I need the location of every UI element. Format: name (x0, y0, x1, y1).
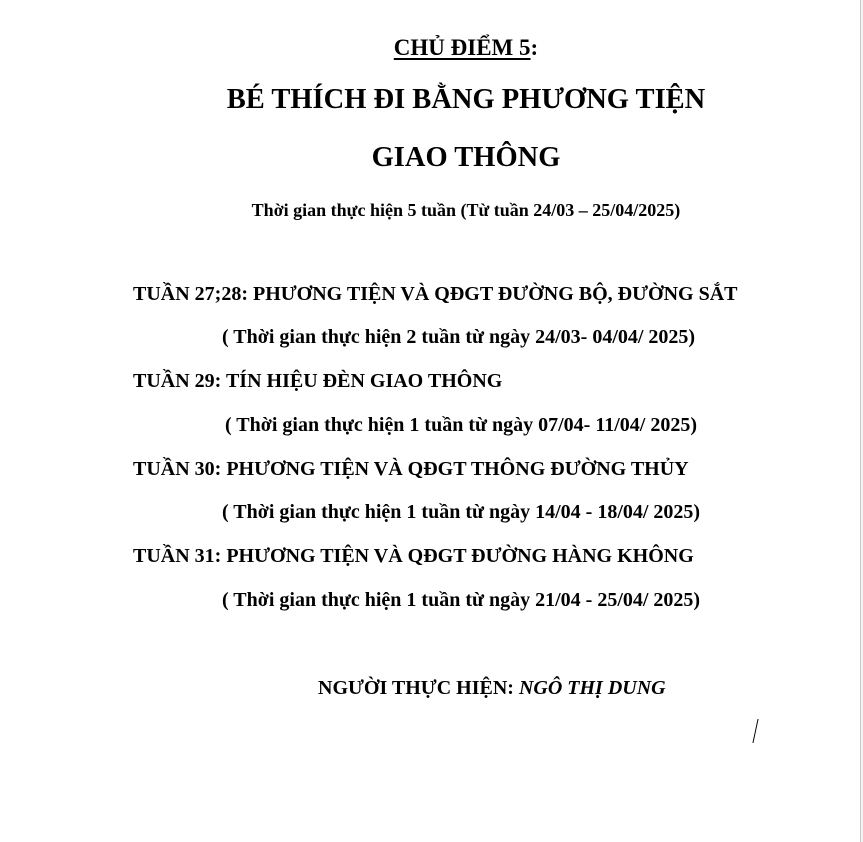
author-label: NGƯỜI THỰC HIỆN: (318, 677, 519, 699)
title-line-1: BÉ THÍCH ĐI BẰNG PHƯƠNG TIỆN (226, 84, 706, 115)
topic-colon: : (530, 35, 539, 60)
title-line-2: GIAO THÔNG (371, 142, 561, 173)
week-period: ( Thời gian thực hiện 1 tuần từ ngày 14/04 - 18/04/ 2025) (222, 501, 701, 523)
week-title: TUẦN 29: TÍN HIỆU ĐÈN GIAO THÔNG (133, 370, 503, 392)
week-period: ( Thời gian thực hiện 1 tuần từ ngày 07/04- 11/04/ 2025) (225, 414, 697, 436)
author-line (318, 677, 666, 700)
topic-heading (0, 35, 863, 61)
topic-label: CHỦ ĐIỂM 5 (393, 35, 531, 60)
week-title: TUẦN 27;28: PHƯƠNG TIỆN VÀ QĐGT ĐƯỜNG BỘ, ĐƯỜNG SẮT (133, 283, 738, 305)
text-cursor (752, 719, 758, 743)
duration-text: Thời gian thực hiện 5 tuần (Từ tuần 24/03 – 25/04/2025) (251, 200, 681, 220)
author-name: NGÔ THỊ DUNG (518, 677, 666, 699)
page-edge (860, 0, 861, 842)
week-title: TUẦN 30: PHƯƠNG TIỆN VÀ QĐGT THÔNG ĐƯỜNG THỦY (133, 458, 689, 480)
week-period: ( Thời gian thực hiện 2 tuần từ ngày 24/03- 04/04/ 2025) (222, 326, 696, 348)
week-period: ( Thời gian thực hiện 1 tuần từ ngày 21/04 - 25/04/ 2025) (222, 589, 701, 611)
week-title: TUẦN 31: PHƯƠNG TIỆN VÀ QĐGT ĐƯỜNG HÀNG KHÔNG (133, 545, 694, 567)
